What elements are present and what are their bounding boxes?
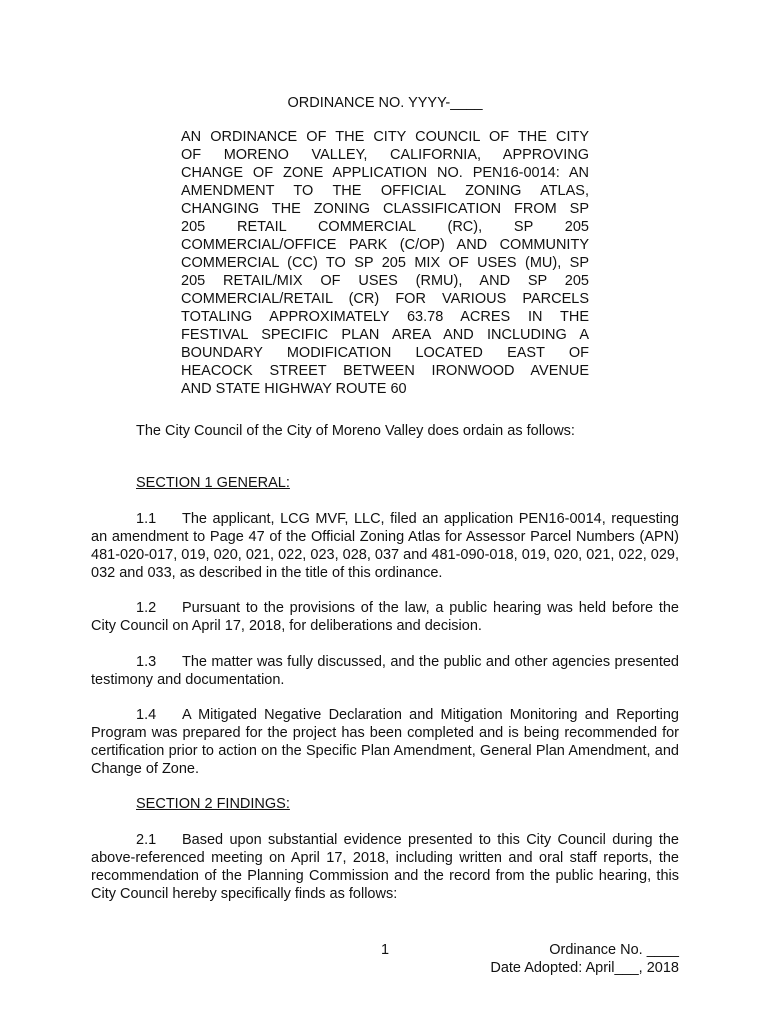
paragraph-1-4 [91,706,679,778]
paragraph-text: A Mitigated Negative Declaration and Mitigation Monitoring and Reporting Program was prepared for the project has been completed and is being recommended for certification prior to action on the Specific Plan Amendment, General Plan Amendment, and Change of Zone. [91,707,679,777]
caption-line: AMENDMENT TO THE OFFICIAL ZONING ATLAS, [181,183,589,199]
paragraph-text: The applicant, LCG MVF, LLC, filed an application PEN16-0014, requesting an amendment to Page 47 of the Official Zoning Atlas for Assessor Parcel Numbers (APN) 481-020-017, 019, 020, 021, 022, 023, 028, 037 and 481-090-018, 019, 020, 021, 022, 029, 032 and 033, as described in the title of this ordinance. [91,511,679,581]
ordinance-title: ORDINANCE NO. YYYY-____ [287,95,483,111]
enacting-clause: The City Council of the City of Moreno Valley does ordain as follows: [136,423,575,439]
footer-date-adopted: Date Adopted: April___, 2018 [490,960,679,976]
caption-line: TOTALING APPROXIMATELY 63.78 ACRES IN THE [181,309,589,325]
ordinance-caption [181,128,589,398]
paragraph-text: Based upon substantial evidence presented to this City Council during the above-referenced meeting on April 17, 2018, including written and oral staff reports, the recommendation of the Planning Commission and the record from the public hearing, this City Council hereby specifically finds as follows: [91,832,679,902]
caption-line: 205 RETAIL COMMERCIAL (RC), SP 205 [181,219,589,235]
paragraph-number: 1.4 [136,707,157,723]
paragraph-number: 2.1 [136,832,157,848]
paragraph-number: 1.1 [136,511,157,527]
page-number: 1 [381,942,390,958]
caption-line: AND STATE HIGHWAY ROUTE 60 [181,381,407,397]
paragraph-2-1 [91,831,679,903]
caption-line: CHANGE OF ZONE APPLICATION NO. PEN16-0014: AN [181,165,589,181]
paragraph-text: Pursuant to the provisions of the law, a public hearing was held before the City Council on April 17, 2018, for deliberations and decision. [91,600,679,634]
caption-line: COMMERCIAL/RETAIL (CR) FOR VARIOUS PARCELS [181,291,589,307]
section-1-heading: SECTION 1 GENERAL: [136,475,290,491]
paragraph-1-3 [91,653,679,689]
paragraph-1-2 [91,599,679,635]
paragraph-number: 1.3 [136,654,157,670]
paragraph-1-1 [91,510,679,582]
paragraph-text: The matter was fully discussed, and the public and other agencies presented testimony and documentation. [91,654,679,688]
footer-ordinance-no: Ordinance No. ____ [549,942,679,958]
caption-line: COMMERCIAL/OFFICE PARK (C/OP) AND COMMUNITY [181,237,589,253]
caption-line: BOUNDARY MODIFICATION LOCATED EAST OF [181,345,589,361]
caption-line: HEACOCK STREET BETWEEN IRONWOOD AVENUE [181,363,589,379]
footer-info [490,941,679,977]
caption-line: 205 RETAIL/MIX OF USES (RMU), AND SP 205 [181,273,589,289]
caption-line: OF MORENO VALLEY, CALIFORNIA, APPROVING [181,147,589,163]
caption-line: CHANGING THE ZONING CLASSIFICATION FROM SP [181,201,589,217]
caption-line: COMMERCIAL (CC) TO SP 205 MIX OF USES (MU), SP [181,255,589,271]
section-2-heading: SECTION 2 FINDINGS: [136,796,290,812]
caption-line: AN ORDINANCE OF THE CITY COUNCIL OF THE CITY [181,129,589,145]
paragraph-number: 1.2 [136,600,157,616]
caption-line: FESTIVAL SPECIFIC PLAN AREA AND INCLUDING A [181,327,589,343]
